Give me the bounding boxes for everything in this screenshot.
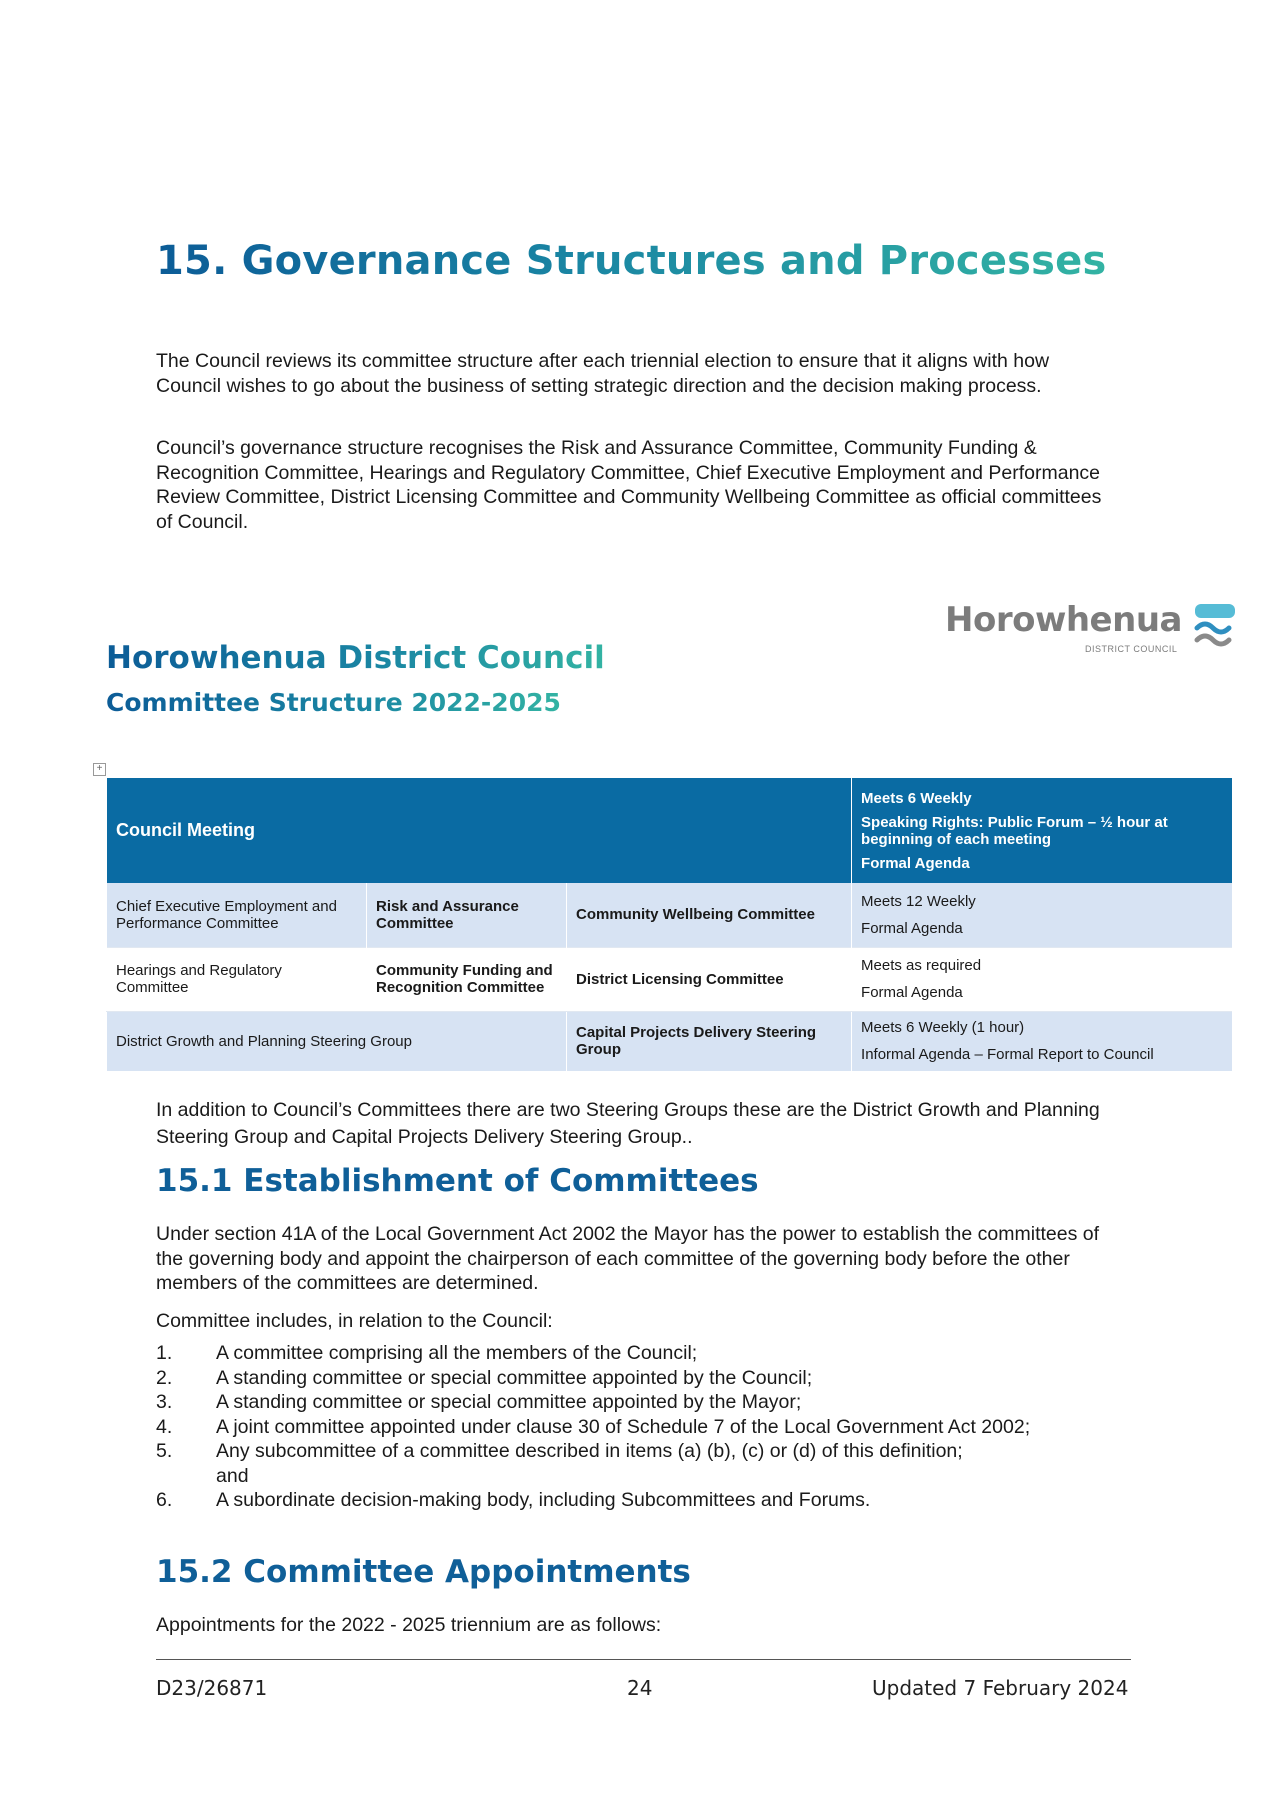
meeting-frequency: Meets 6 Weekly: [861, 789, 972, 807]
section-15-2-paragraph: Appointments for the 2022 - 2025 triennium are as follows:: [156, 1614, 662, 1636]
list-text: A subordinate decision-making body, including Subcommittees and Forums.: [216, 1489, 871, 1511]
section-15-1-paragraph: Under section 41A of the Local Government Act 2002 the Mayor has the power to establish the committees of the governing body and appoint the chairperson of each committee of the governing body before the other members of the committees are determined.: [156, 1223, 1100, 1294]
list-text: A committee comprising all the members of the Council;: [216, 1342, 698, 1364]
agenda-type: Formal Agenda: [861, 984, 963, 1001]
council-meeting-cell: Council Meeting: [107, 778, 852, 883]
agenda-type: Informal Agenda – Formal Report to Council: [861, 1046, 1154, 1064]
council-meeting-details: [852, 778, 1232, 883]
committee-structure-table: [106, 778, 1232, 1071]
list-text: A standing committee or special committee appointed by the Council;: [216, 1366, 813, 1389]
list-number: 4.: [156, 1415, 173, 1438]
committee-cell: District Licensing Committee: [567, 947, 852, 1011]
meeting-frequency: Meets 12 Weekly: [861, 892, 976, 910]
table-row: [107, 947, 1232, 1011]
committee-chart-title: Horowhenua District Council: [106, 640, 605, 676]
list-number: 1.: [156, 1342, 173, 1364]
list-number: 5.: [156, 1440, 173, 1462]
list-item: [156, 1488, 1116, 1513]
footer-doc-ref: D23/26871: [156, 1676, 268, 1700]
meeting-frequency: Meets 6 Weekly (1 hour): [861, 1019, 1025, 1037]
list-text: A joint committee appointed under clause 30 of Schedule 7 of the Local Government Act 2002;: [216, 1415, 1031, 1438]
table-row: [107, 778, 1232, 883]
committee-cell: Chief Executive Employment and Performance Committee: [107, 883, 367, 947]
committee-cell: Risk and Assurance Committee: [367, 883, 567, 947]
intro-paragraph-2: Council’s governance structure recognises the Risk and Assurance Committee, Community Funding & Recognition Committee, Hearings and Regulatory Committee, Chief Executive Employment and Performance Review Committee, District Licensing Committee and Community Wellbeing Committee as official committees of Council.: [156, 437, 1102, 533]
steering-groups-note: In addition to Council’s Committees there are two Steering Groups these are the District Growth and Planning Steering Group and Capital Projects Delivery Steering Group..: [156, 1099, 1100, 1148]
list-text: A standing committee or special committee appointed by the Mayor;: [216, 1391, 802, 1413]
speaking-rights: Speaking Rights: Public Forum – ½ hour at beginning of each meeting: [861, 813, 1168, 848]
list-number: 3.: [156, 1391, 173, 1413]
footer-page-number: 24: [627, 1676, 653, 1700]
footer-divider: [156, 1659, 1131, 1660]
committee-cell: Community Funding and Recognition Committee: [367, 947, 567, 1011]
meeting-details: [852, 947, 1232, 1011]
intro-paragraph-1: The Council reviews its committee structure after each triennial election to ensure that it aligns with how Council wishes to go about the business of setting strategic direction and the decision making process.: [156, 350, 1050, 397]
section-15-2-heading: 15.2 Committee Appointments: [156, 1554, 691, 1590]
list-item: [156, 1366, 1116, 1391]
table-move-handle[interactable]: +: [93, 763, 106, 776]
list-number: 2.: [156, 1366, 173, 1389]
table-row: [107, 1011, 1232, 1071]
list-text-continuation: and: [216, 1464, 249, 1487]
committee-chart-subtitle: Committee Structure 2022-2025: [106, 688, 561, 717]
horowhenua-logo: [945, 600, 1240, 658]
committee-definition-list: [156, 1341, 1116, 1513]
list-item: [156, 1439, 1116, 1488]
logo-wordmark: Horowhenua: [945, 600, 1182, 640]
agenda-type: Formal Agenda: [861, 919, 963, 937]
committee-cell: Hearings and Regulatory Committee: [107, 947, 367, 1011]
list-item: [156, 1415, 1116, 1440]
section-15-1-heading: 15.1 Establishment of Committees: [156, 1163, 759, 1199]
table-row: [107, 883, 1232, 947]
footer-updated-date: Updated 7 February 2024: [872, 1676, 1129, 1700]
logo-mark-icon: [1193, 602, 1237, 650]
list-item: [156, 1341, 1116, 1366]
meeting-details: [852, 883, 1232, 947]
list-number: 6.: [156, 1489, 173, 1511]
list-item: [156, 1390, 1116, 1415]
steering-group-cell: District Growth and Planning Steering Group: [107, 1011, 567, 1071]
section-15-1-intro-line: Committee includes, in relation to the Council:: [156, 1310, 553, 1332]
page-heading: 15. Governance Structures and Processes: [156, 238, 1107, 284]
list-text: Any subcommittee of a committee described in items (a) (b), (c) or (d) of this definition;: [216, 1440, 963, 1462]
agenda-type: Formal Agenda: [861, 854, 970, 872]
meeting-details: [852, 1011, 1232, 1071]
meeting-frequency: Meets as required: [861, 957, 982, 974]
logo-subtext: DISTRICT COUNCIL: [1085, 644, 1178, 654]
steering-group-cell: Capital Projects Delivery Steering Group: [567, 1011, 852, 1071]
committee-cell: Community Wellbeing Committee: [567, 883, 852, 947]
